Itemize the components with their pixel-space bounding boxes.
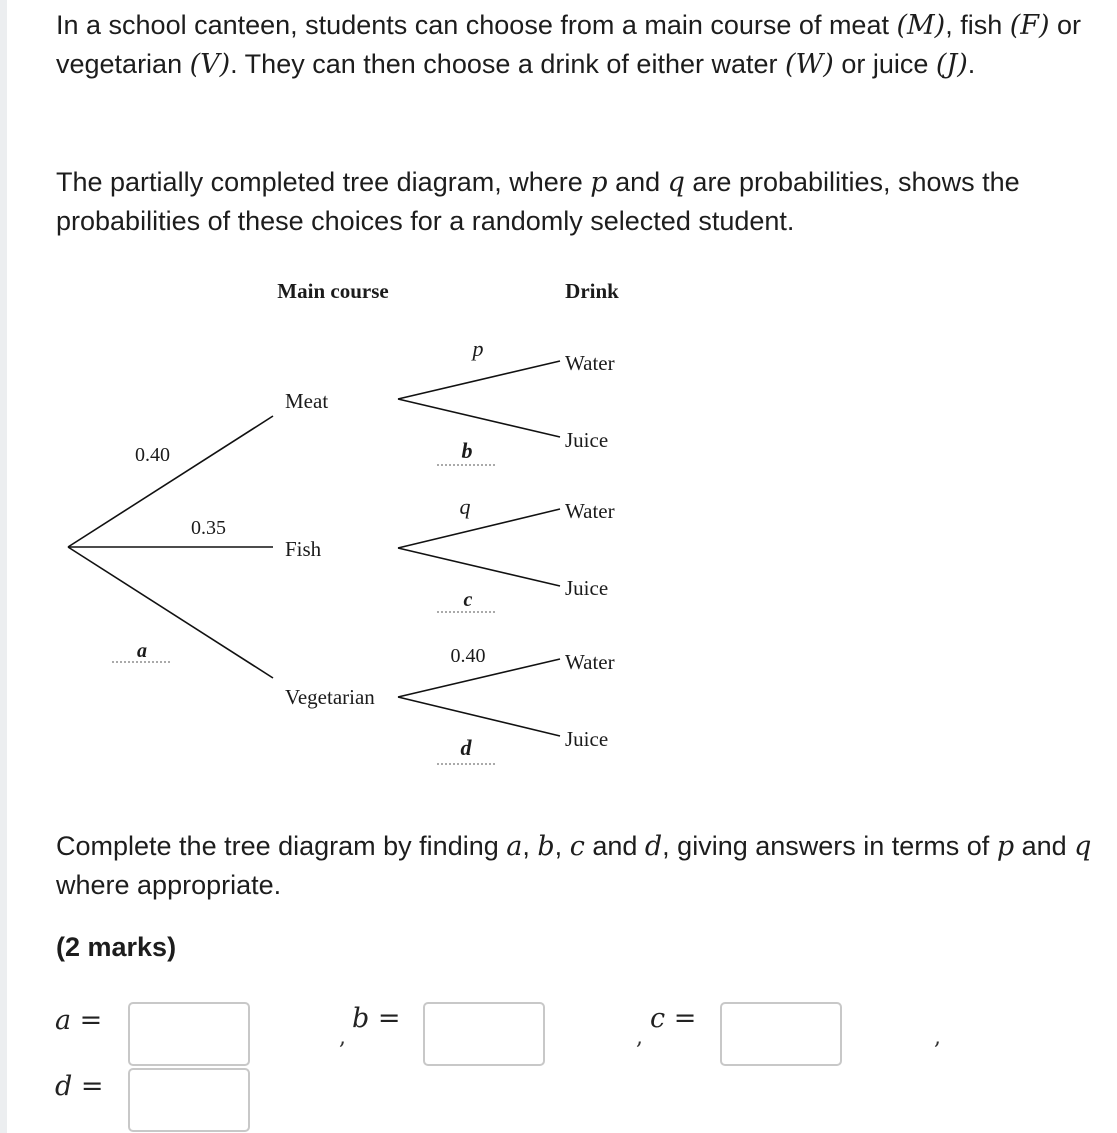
question-run-9: p (996, 831, 1015, 862)
comma-1: , (339, 1025, 346, 1050)
question-run-1: a (506, 831, 523, 862)
prob-meat-water: p (472, 336, 484, 361)
question-run-4: , (554, 831, 570, 861)
answer-b-input[interactable] (423, 1002, 545, 1066)
branch-meat-juice (398, 399, 560, 437)
intro-run-2: , fish (945, 10, 1010, 40)
comma-3: , (934, 1025, 941, 1050)
answer-c-input[interactable] (720, 1002, 842, 1066)
question-run-8: , giving answers in terms of (662, 831, 997, 861)
branch-fish-juice (398, 548, 560, 586)
question-run-0: Complete the tree diagram by finding (56, 831, 507, 861)
header-drink: Drink (565, 279, 619, 303)
answer-d-label: d = (55, 1071, 104, 1102)
question-run-6: and (584, 831, 645, 861)
prob-veg-water: 0.40 (450, 645, 486, 667)
marks-label: (2 marks) (56, 932, 177, 962)
intro-run-3: (F) (1009, 10, 1050, 41)
answer-a-input[interactable] (128, 1002, 250, 1066)
branch-vegetarian (68, 547, 273, 678)
answer-b-label: b = (352, 1003, 401, 1034)
tree-intro-run-4: are probabilities, shows the probabilities of these choices for a randomly selected student. (56, 167, 1020, 236)
answer-a-label: a = (55, 1005, 103, 1036)
label-juice-1: Juice (565, 428, 609, 452)
answer-c-label: c = (650, 1003, 697, 1034)
intro-run-10: . (967, 49, 976, 79)
prob-fish-water: q (459, 494, 471, 519)
branch-fish-water (398, 509, 560, 548)
label-juice-2: Juice (565, 576, 609, 600)
label-water-1: Water (565, 351, 615, 375)
comma-2: , (636, 1025, 643, 1050)
tree-intro-run-1: p (590, 167, 608, 198)
prob-meat: 0.40 (135, 444, 170, 466)
prob-vegetarian: a (137, 640, 147, 662)
intro-run-4: or vegetarian (56, 10, 1082, 79)
question-run-12: where appropriate. (56, 870, 282, 900)
header-main-course: Main course (277, 279, 389, 303)
prob-veg-juice: d (460, 735, 472, 760)
intro-run-8: or juice (833, 49, 936, 79)
question-run-5: c (569, 831, 585, 862)
intro-run-0: In a school canteen, students can choose from a main course of meat (56, 10, 897, 40)
intro-run-6: . They can then choose a drink of either water (230, 49, 785, 79)
label-water-3: Water (565, 650, 615, 674)
prob-fish-juice: c (463, 589, 473, 611)
intro-run-5: (V) (189, 49, 231, 80)
intro-run-9: (J) (935, 49, 968, 80)
label-vegetarian: Vegetarian (285, 685, 375, 709)
question-run-2: , (522, 831, 538, 861)
branch-meat (68, 416, 273, 547)
prob-meat-juice: b (461, 438, 473, 463)
question-run-7: d (644, 831, 663, 862)
question-run-10: and (1014, 831, 1075, 861)
intro-run-1: (M) (896, 10, 946, 41)
label-meat: Meat (285, 389, 329, 413)
question-paragraph (56, 827, 1101, 904)
question-run-11: q (1074, 831, 1092, 862)
tree-intro-run-0: The partially completed tree diagram, where (56, 167, 591, 197)
answer-d-input[interactable] (128, 1068, 250, 1132)
tree-intro-run-2: and (607, 167, 668, 197)
label-water-2: Water (565, 499, 615, 523)
intro-run-7: (W) (785, 49, 834, 80)
prob-fish: 0.35 (191, 517, 226, 539)
label-fish: Fish (285, 537, 322, 561)
branch-veg-juice (398, 697, 560, 736)
question-run-3: b (537, 831, 555, 862)
label-juice-3: Juice (565, 727, 609, 751)
tree-intro-run-3: q (667, 167, 685, 198)
branch-meat-water (398, 361, 560, 399)
